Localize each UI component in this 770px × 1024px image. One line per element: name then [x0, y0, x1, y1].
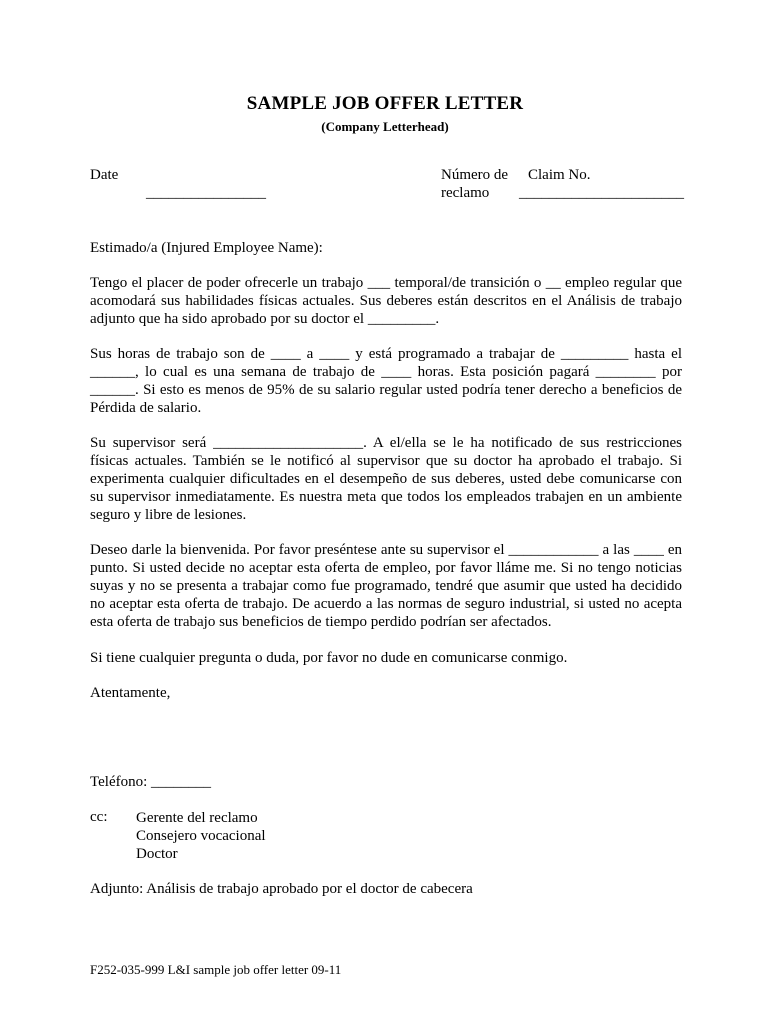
- paragraph-welcome: Deseo darle la bienvenida. Por favor preséntese ante su supervisor el ____________ a las ____ en punto. Si usted decide no aceptar esta oferta de empleo, por favor lláme me. Si no tengo noticias suyas y no se presenta a trabajar como fue programado, tendré que asumir que usted ha decidido no aceptar esta oferta de trabajo. De acuerdo a las normas de seguro industrial, si usted no acepta esta oferta de trabajo sus beneficios de tiempo perdido podrían ser afectados.: [90, 542, 682, 630]
- paragraph-schedule: Sus horas de trabajo son de ____ a ____ y está programado a trabajar de _________ hasta el ______, lo cual es una semana de trabajo de ____ horas. Esta posición pagará ________ por ______. Si esto es menos de 95% de su salario regular usted podría tener derecho a beneficios de Pérdida de salario.: [90, 346, 682, 416]
- claim-number-label-line2: reclamo: [441, 185, 490, 201]
- claim-number-label: [441, 166, 508, 202]
- enclosure-line: Adjunto: Análisis de trabajo aprobado por el doctor de cabecera: [90, 881, 473, 897]
- claim-number-label-line1: Número de: [441, 167, 509, 183]
- date-blank: ________________: [146, 185, 266, 201]
- cc-recipient: Gerente del reclamo: [136, 810, 258, 826]
- phone-line: Teléfono: ________: [90, 774, 212, 790]
- claim-blank: ______________________: [519, 185, 684, 201]
- cc-recipient: Consejero vocacional: [136, 828, 266, 844]
- paragraph-questions: Si tiene cualquier pregunta o duda, por favor no dude en comunicarse conmigo.: [90, 650, 568, 666]
- salutation: Estimado/a (Injured Employee Name):: [90, 240, 323, 256]
- paragraph-supervisor: Su supervisor será ____________________. A el/ella se le ha notificado de sus restricciones físicas actuales. También se le notificó al supervisor que su doctor ha aprobado el trabajo. Si experimenta cualquier dificultades en el desempeño de sus deberes, usted debe comunicarse con su supervisor inmediatamente. Es nuestra meta que todos los empleados trabajen en un ambiente seguro y libre de lesiones.: [90, 435, 682, 523]
- claim-label: Claim No.: [528, 167, 591, 183]
- form-footer: F252-035-999 L&I sample job offer letter 09-11: [90, 962, 342, 977]
- cc-recipient: Doctor: [136, 846, 178, 862]
- paragraph-offer: Tengo el placer de poder ofrecerle un trabajo ___ temporal/de transición o __ empleo regular que acomodará sus habilidades físicas actuales. Sus deberes están descritos en el Análisis de trabajo adjunto que ha sido aprobado por su doctor el _________.: [90, 275, 682, 327]
- letterhead-placeholder: (Company Letterhead): [321, 119, 449, 134]
- closing: Atentamente,: [90, 685, 171, 701]
- cc-recipient-list: [136, 809, 266, 863]
- date-label: Date: [90, 167, 119, 183]
- cc-label: cc:: [90, 809, 108, 825]
- page-title: SAMPLE JOB OFFER LETTER: [246, 93, 524, 114]
